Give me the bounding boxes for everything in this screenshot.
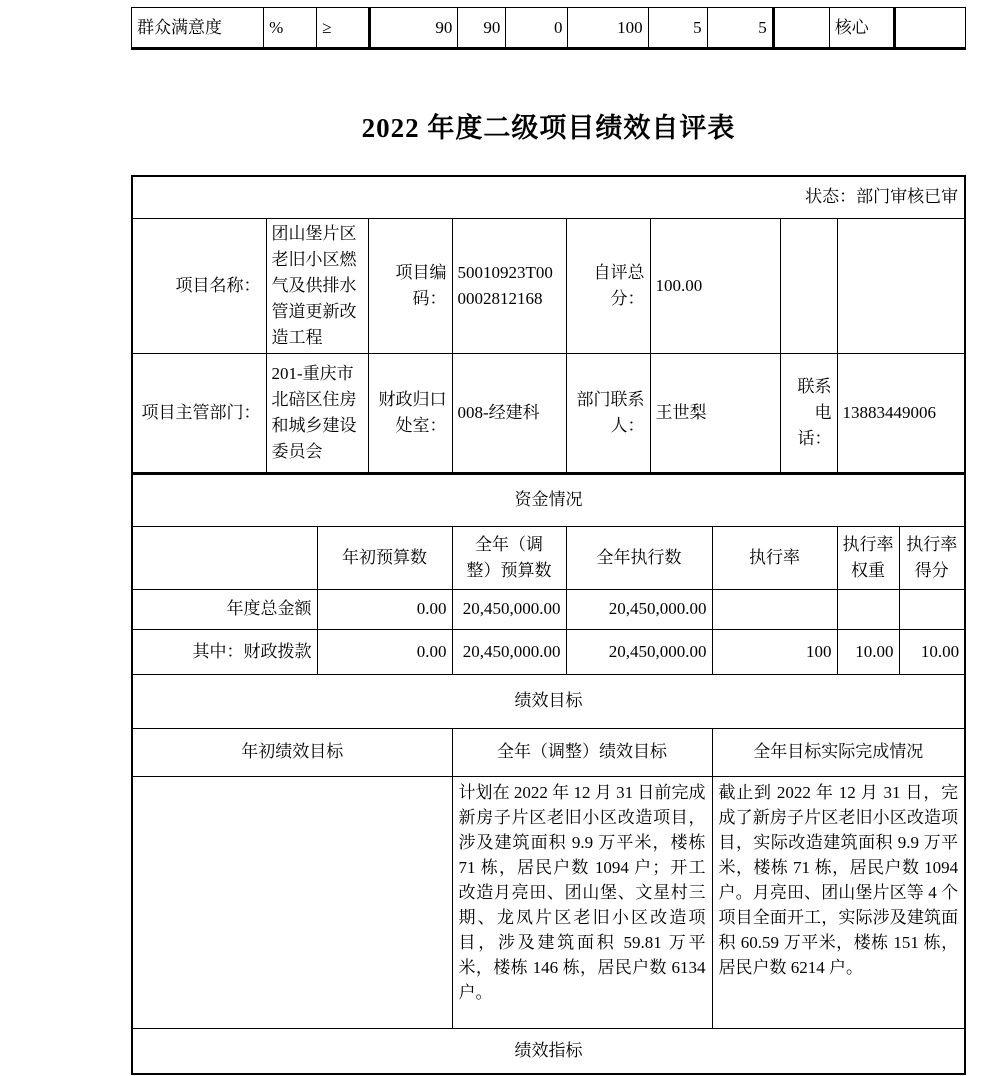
funding-section-row (132, 473, 965, 526)
project-code-label: 项目编码： (368, 218, 452, 353)
actual-completion-header: 全年目标实际完成情况 (712, 728, 965, 776)
page-title: 2022 年度二级项目绩效自评表 (361, 113, 736, 143)
rate-value: 100 (712, 629, 837, 674)
indicator-target-cell: 90 (370, 8, 458, 49)
initial-goal-text (132, 776, 452, 1028)
rate-weight-header: 执行率权重 (837, 526, 899, 589)
project-name-row (132, 218, 965, 353)
department-value: 201-重庆市北碚区住房和城乡建设委员会 (266, 353, 368, 473)
funding-section-title: 资金情况 (132, 473, 965, 526)
rate-header: 执行率 (712, 526, 837, 589)
initial-goal-header: 年初绩效目标 (132, 728, 452, 776)
goals-section-row (132, 674, 965, 728)
contact-label: 部门联系人： (566, 353, 650, 473)
rate-weight-value (837, 589, 899, 629)
empty-header-cell (132, 526, 317, 589)
rate-weight-value: 10.00 (837, 629, 899, 674)
goals-content-row (132, 776, 965, 1028)
rate-value (712, 589, 837, 629)
status-row (132, 176, 965, 218)
executed-header: 全年执行数 (566, 526, 712, 589)
indicator-value-cell: 0 (506, 8, 568, 49)
self-score-label: 自评总分： (566, 218, 650, 353)
indicator-value-cell: 100 (568, 8, 648, 49)
initial-budget-value: 0.00 (317, 589, 452, 629)
phone-value: 13883449006 (837, 353, 965, 473)
funding-fiscal-row (132, 629, 965, 674)
indicator-type-cell: 核心 (829, 8, 894, 49)
initial-budget-header: 年初预算数 (317, 526, 452, 589)
empty-cell (837, 218, 965, 353)
funding-header-row (132, 526, 965, 589)
rate-score-value: 10.00 (899, 629, 965, 674)
department-row (132, 353, 965, 473)
table-row (132, 8, 966, 49)
status-badge: 状态：部门审核已审 (132, 176, 965, 218)
initial-budget-value: 0.00 (317, 629, 452, 674)
indicator-score-cell: 5 (648, 8, 707, 49)
rate-score-header: 执行率得分 (899, 526, 965, 589)
executed-value: 20,450,000.00 (566, 629, 712, 674)
empty-cell (780, 218, 837, 353)
rate-score-value (899, 589, 965, 629)
adjusted-goal-text: 计划在 2022 年 12 月 31 日前完成新房子片区老旧小区改造项目，涉及建筑面积 9.9 万平米，楼栋 71 栋，居民户数 1094 户；开工改造月亮田、团山堡、文星村三期、龙凤片区老旧小区改造项目，涉及建筑面积 59.81 万平米，楼栋 146 栋，居民户数 6134 户。 (452, 776, 712, 1028)
project-name-value: 团山堡片区老旧小区燃气及供排水管道更新改造工程 (266, 218, 368, 353)
self-evaluation-table (131, 175, 966, 1075)
actual-completion-text: 截止到 2022 年 12 月 31 日，完成了新房子片区老旧小区改造项目，实际改造建筑面积 9.9 万平米，楼栋 71 栋，居民户数 1094 户。月亮田、团山堡片区等 4 个项目全面开工，实际涉及建筑面积 60.59 万平米，楼栋 151 栋，居民户数 6214 户。 (712, 776, 965, 1028)
contact-value: 王世梨 (650, 353, 780, 473)
empty-cell (773, 8, 829, 49)
project-name-label: 项目名称： (132, 218, 266, 353)
finance-office-label: 财政归口处室： (368, 353, 452, 473)
adjusted-budget-value: 20,450,000.00 (452, 589, 566, 629)
adjusted-budget-value: 20,450,000.00 (452, 629, 566, 674)
adjusted-goal-header: 全年（调整）绩效目标 (452, 728, 712, 776)
indicator-unit-cell: % (264, 8, 317, 49)
executed-value: 20,450,000.00 (566, 589, 712, 629)
carryover-indicator-table (131, 7, 966, 50)
project-code-value: 50010923T000002812168 (452, 218, 566, 353)
self-score-value: 100.00 (650, 218, 780, 353)
funding-row-label: 其中：财政拨款 (132, 629, 317, 674)
empty-cell (894, 8, 965, 49)
funding-total-row (132, 589, 965, 629)
indicators-section-title: 绩效指标 (132, 1028, 965, 1074)
department-label: 项目主管部门： (132, 353, 266, 473)
goals-header-row (132, 728, 965, 776)
indicator-score-cell: 5 (707, 8, 773, 49)
indicator-name-cell: 群众满意度 (132, 8, 264, 49)
indicator-value-cell: 90 (458, 8, 506, 49)
finance-office-value: 008-经建科 (452, 353, 566, 473)
phone-label: 联系电话： (780, 353, 837, 473)
indicators-section-row (132, 1028, 965, 1074)
indicator-direction-cell: ≥ (317, 8, 370, 49)
goals-section-title: 绩效目标 (132, 674, 965, 728)
adjusted-budget-header: 全年（调整）预算数 (452, 526, 566, 589)
funding-row-label: 年度总金额 (132, 589, 317, 629)
